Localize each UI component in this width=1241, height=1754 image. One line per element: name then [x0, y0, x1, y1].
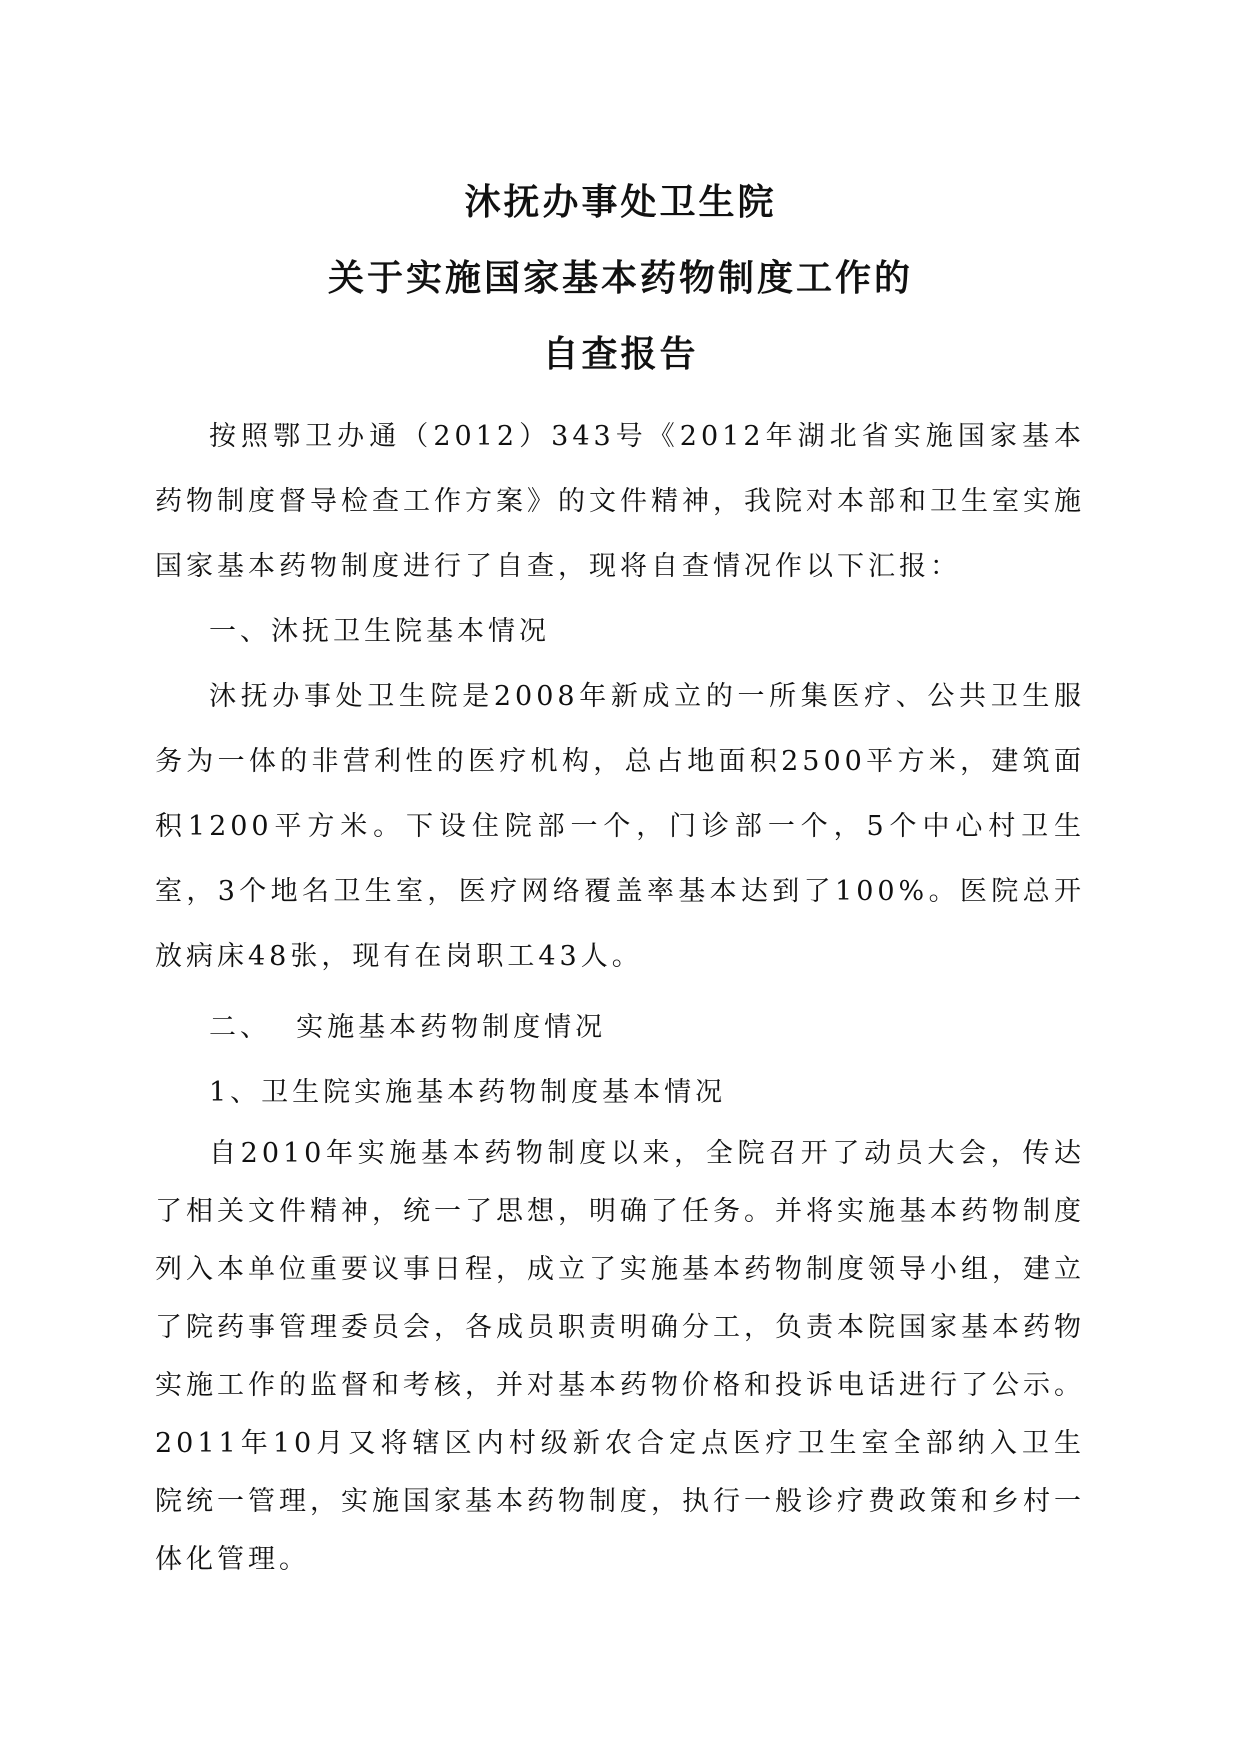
- intro-paragraph: 按照鄂卫办通（2012）343号《2012年湖北省实施国家基本药物制度督导检查工作方案》的文件精神，我院对本部和卫生室实施国家基本药物制度进行了自查，现将自查情况作以下汇报：: [155, 421, 1085, 582]
- title-line-1: 沐抚办事处卫生院: [464, 182, 777, 223]
- section-1-heading: 一、沐抚卫生院基本情况: [209, 616, 550, 647]
- subsection-1-paragraph: 自2010年实施基本药物制度以来，全院召开了动员大会，传达了相关文件精神，统一了思想，明确了任务。并将实施基本药物制度列入本单位重要议事日程，成立了实施基本药物制度领导小组，建立了院药事管理委员会，各成员职责明确分工，负责本院国家基本药物实施工作的监督和考核，并对基本药物价格和投诉电话进行了公示。2011年10月又将辖区内村级新农合定点医疗卫生室全部纳入卫生院统一管理，实施国家基本药物制度，执行一般诊疗费政策和乡村一体化管理。: [155, 1138, 1085, 1575]
- document-body: [155, 404, 1085, 1589]
- title-line-3: 自查报告: [542, 334, 699, 375]
- document-title: [0, 165, 1241, 393]
- section-1-paragraph: 沐抚办事处卫生院是2008年新成立的一所集医疗、公共卫生服务为一体的非营利性的医疗机构，总占地面积2500平方米，建筑面积1200平方米。下设住院部一个，门诊部一个，5个中心村卫生室，3个地名卫生室，医疗网络覆盖率基本达到了100%。医院总开放病床48张，现有在岗职工43人。: [155, 681, 1085, 972]
- subsection-1-heading: 1、卫生院实施基本药物制度基本情况: [209, 1077, 727, 1108]
- section-2-heading: 二、 实施基本药物制度情况: [209, 1012, 607, 1043]
- title-line-2: 关于实施国家基本药物制度工作的: [327, 258, 913, 299]
